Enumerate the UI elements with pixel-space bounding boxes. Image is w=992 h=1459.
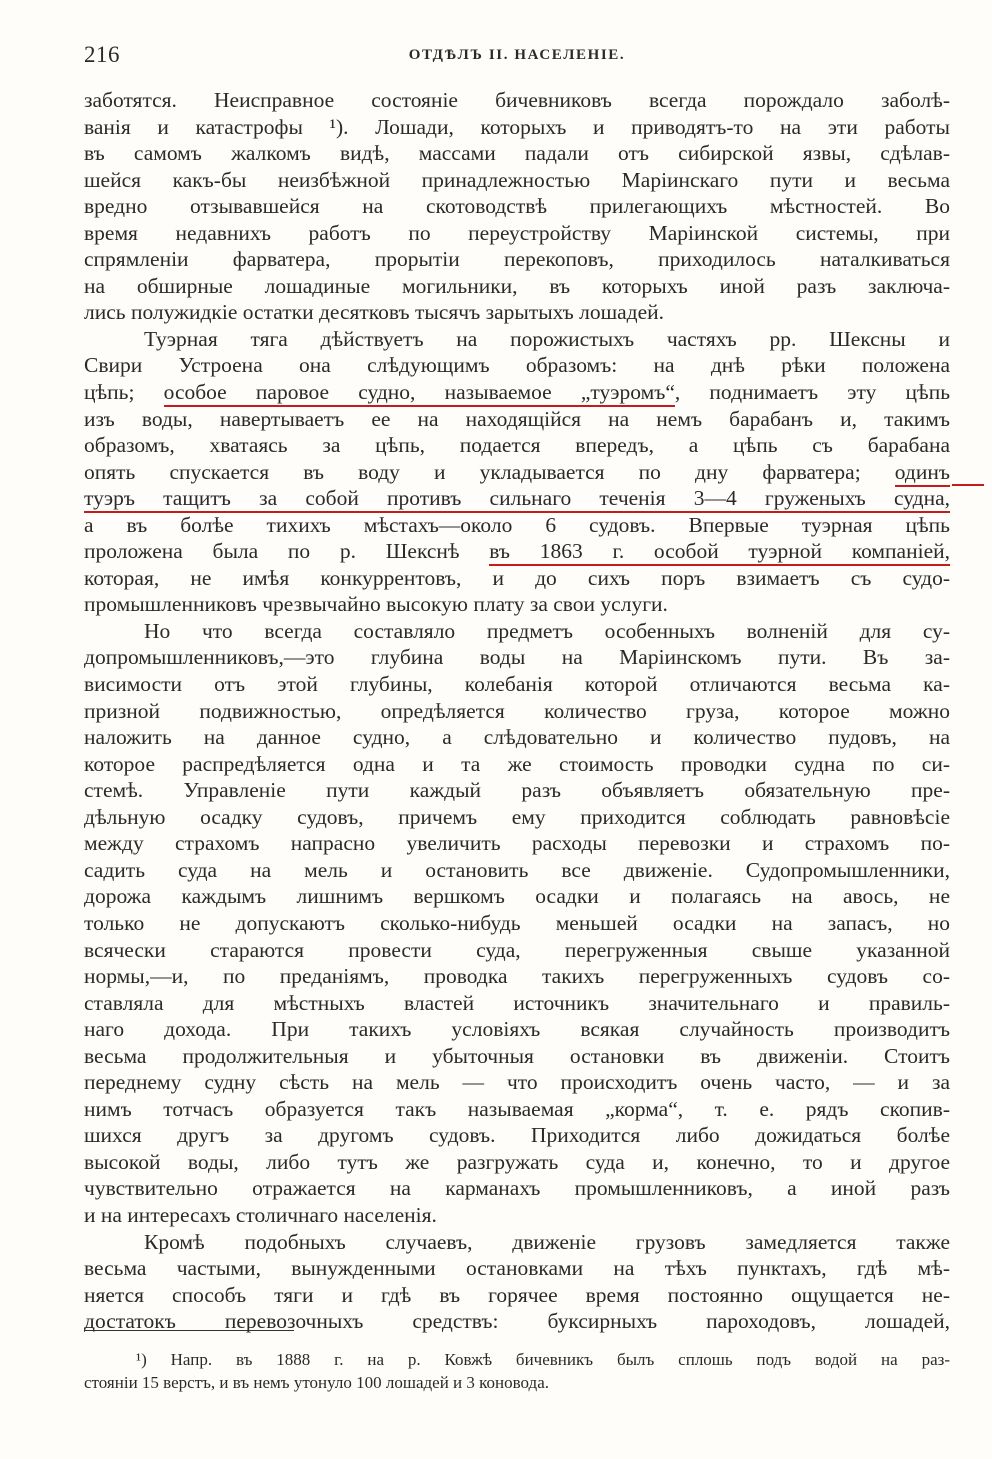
footnote-divider (84, 1330, 294, 1331)
text-line: наго дохода. При такихъ условiяхъ всякая случайность производитъ (84, 1017, 950, 1042)
text-line: стемѣ. Управленiе пути каждый разъ объявляетъ обязательную пре- (84, 778, 950, 803)
text-line: заботятся. Неисправное состоянiе бичевниковъ всегда порождало заболѣ- (84, 88, 950, 112)
text-line: вредно отзывавшейся на скотоводствѣ прилегающихъ мѣстностей. Во (84, 194, 950, 219)
text-line: только не допускаютъ сколько-нибудь меньшей осадки на запасъ, но (84, 910, 950, 935)
text-line: переднему судну сѣсть на мель — что происходитъ очень часто, — и за (84, 1070, 950, 1095)
text-line: весьма частыми, вынужденными остановками на тѣхъ пунктахъ, гдѣ мѣ- (84, 1256, 950, 1281)
paragraph-2 (84, 326, 950, 618)
text-line: и на интересахъ столичнаго населенiя. (84, 1202, 437, 1227)
text-line: спрямленiи фарватера, прорытiи перекоповъ, приходилось наталкиваться (84, 247, 950, 272)
text-line: Туэрная тяга дѣйствуетъ на порожистыхъ частяхъ рр. Шексны и (144, 326, 950, 351)
text-line: висимости отъ этой глубины, колебанiя которой отличаются весьма ка- (84, 672, 950, 697)
text-line-underlined: проложена была по р. Шекснѣ въ 1863 г. особой туэрной компанiей, (84, 538, 950, 565)
text-line-underlined (84, 485, 950, 512)
text-line-underlined: цѣпь; особое паровое судно, называемое „туэромъ“, поднимаетъ эту цѣпь (84, 379, 950, 406)
page-number: 216 (84, 42, 120, 67)
text-line: Свири Устроена она слѣдующимъ образомъ: на днѣ рѣки положена (84, 353, 950, 378)
text-line: садить суда на мель и остановить все движенiе. Судопромышленники, (84, 857, 950, 882)
text-line: промышленниковъ чрезвычайно высокую плату за свои услуги. (84, 592, 668, 617)
running-head: ОТДѢЛЪ II. НАСЕЛЕНIЕ. (408, 47, 626, 63)
text-line: изъ воды, навертываетъ ее на находящiйся на немъ барабанъ и, такимъ (84, 406, 950, 431)
text-line: призной подвижностью, опредѣляется количество груза, которое можно (84, 698, 950, 723)
page-header (84, 42, 950, 72)
red-underline: туэръ тащитъ за собой противъ сильнаго теченiя 3—4 груженыхъ судна, (84, 486, 950, 513)
footnote (84, 1348, 950, 1394)
paragraph-3 (84, 618, 950, 1229)
text-line: которая, не имѣя конкуррентовъ, и до сихъ поръ взимаетъ съ судо- (84, 565, 950, 590)
text-line: въ самомъ жалкомъ видѣ, массами падали отъ сибирской язвы, сдѣлав- (84, 141, 950, 166)
text-line: которое распредѣляется одна и та же стоимость проводки судна по си- (84, 751, 950, 776)
text-line: наложить на данное судно, а слѣдовательно и количество пудовъ, на (84, 725, 950, 750)
text-line: нимъ тотчасъ образуется такъ называемая „корма“, т. е. рядъ скопив- (84, 1096, 950, 1121)
text-line: между страхомъ напрасно увеличить расходы перевозки и страхомъ по- (84, 831, 950, 856)
text-line: Но что всегда составляло предметъ особенныхъ волненiй для су- (144, 618, 950, 643)
text-line: на обширные лошадиные могильники, въ которыхъ иной разъ заключа- (84, 273, 950, 298)
text-line: высокой воды, либо тутъ же разгружать суда и, конечно, то и другое (84, 1149, 950, 1174)
text-line: дѣльную осадку судовъ, причемъ ему приходится соблюдать равновѣсiе (84, 804, 950, 829)
text-line: ванiя и катастрофы ¹). Лошади, которыхъ и приводятъ-то на эти работы (84, 114, 950, 139)
text-line: а въ болѣе тихихъ мѣстахъ—около 6 судовъ. Впервые туэрная цѣпь (84, 512, 950, 537)
text-line: ставляла для мѣстныхъ властей источникъ значительнаго и правиль- (84, 990, 950, 1015)
text-line: всячески стараются провести суда, перегруженныя свыше указанной (84, 937, 950, 962)
text-line: шейся какъ-бы неизбѣжной принадлежностью Марiинскаго пути и весьма (84, 167, 950, 192)
red-underline: одинъ (895, 460, 950, 487)
paragraph-4 (84, 1229, 950, 1335)
text-line: шихся другъ за другомъ судовъ. Приходится либо дожидаться болѣе (84, 1123, 950, 1148)
footnote-line: ¹) Напр. въ 1888 г. на р. Ковжѣ бичевникъ былъ сплошь подъ водой на раз- (136, 1350, 950, 1369)
body-text (84, 87, 950, 1335)
red-underline: въ 1863 г. особой туэрной компанiей, (489, 539, 950, 566)
text-line: допромышленниковъ,—это глубина воды на Марiинскомъ пути. Въ за- (84, 645, 950, 670)
text-line: время недавнихъ работъ по переустройству Марiинской системы, при (84, 220, 950, 245)
text-line: няется способъ тяги и гдѣ въ горячее время постоянно ощущается не- (84, 1282, 950, 1307)
text-line: дорожа каждымъ лишнимъ вершкомъ осадки и полагаясь на авось, не (84, 884, 950, 909)
red-underline: особое паровое судно, называемое „туэромъ“ (164, 380, 675, 407)
text-line: весьма продолжительныя и убыточныя остановки въ движенiи. Стоитъ (84, 1043, 950, 1068)
text-line-underlined: опять спускается въ воду и укладывается по дну фарватера; одинъ (84, 459, 950, 486)
footnote-line: стоянiи 15 верстъ, и въ немъ утонуло 100 лошадей и 3 коновода. (84, 1373, 549, 1392)
margin-annotation-mark (952, 484, 984, 486)
paragraph-1 (84, 87, 950, 326)
text-line: Кромѣ подобныхъ случаевъ, движенiе грузовъ замедляется также (144, 1229, 950, 1254)
text-line: нормы,—и, по преданiямъ, проводка такихъ перегруженныхъ судовъ со- (84, 964, 950, 989)
text-line: лись полужидкiе остатки десятковъ тысячъ зарытыхъ лошадей. (84, 300, 665, 325)
text-line: достатокъ перевозочныхъ средствъ: буксирныхъ пароходовъ, лошадей, (84, 1309, 950, 1334)
text-line: образомъ, хватаясь за цѣпь, подается впередъ, а цѣпь съ барабана (84, 433, 950, 458)
text-line: чувствительно отражается на карманахъ промышленниковъ, а иной разъ (84, 1176, 950, 1201)
